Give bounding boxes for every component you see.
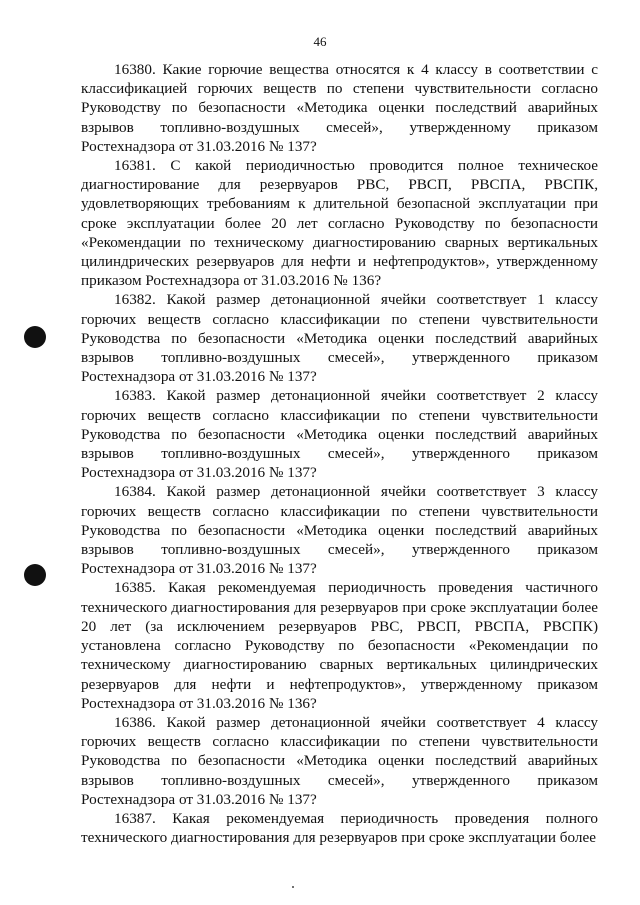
question-16387: 16387. Какая рекомендуемая периодичность проведения полного технического диагностирования для резервуаров при сроке эксплуатации более (81, 809, 598, 847)
question-16382: 16382. Какой размер детонационной ячейки соответствует 1 классу горючих веществ согласно классификации по степени чувствительности Руководства по безопасности «Методика оценки последствий аварийных взрывов топливно-воздушных смесей», утвержденного приказом Ростехнадзора от 31.03.2016 № 137? (81, 291, 598, 386)
punch-hole (24, 564, 46, 586)
question-16386: 16386. Какой размер детонационной ячейки соответствует 4 классу горючих веществ согласно классификации по степени чувствительности Руководства по безопасности «Методика оценки последствий аварийных взрывов топливно-воздушных смесей», утвержденного приказом Ростехнадзора от 31.03.2016 № 137? (81, 713, 598, 808)
question-16381: 16381. С какой периодичностью проводится полное техническое диагностирование для резервуаров РВС, РВСП, РВСПА, РВСПК, удовлетворяющих требованиям к длительной безопасной эксплуатации при сроке эксплуатации более 20 лет согласно Руководству по безопасности «Рекомендации по техническому диагностированию сварных вертикальных цилиндрических резервуаров для нефти и нефтепродуктов», утвержденному приказом Ростехнадзора от 31.03.2016 № 136? (81, 157, 598, 290)
question-16383: 16383. Какой размер детонационной ячейки соответствует 2 классу горючих веществ согласно классификации по степени чувствительности Руководства по безопасности «Методика оценки последствий аварийных взрывов топливно-воздушных смесей», утвержденного приказом Ростехнадзора от 31.03.2016 № 137? (81, 387, 598, 482)
question-16384: 16384. Какой размер детонационной ячейки соответствует 3 классу горючих веществ согласно классификации по степени чувствительности Руководства по безопасности «Методика оценки последствий аварийных взрывов топливно-воздушных смесей», утвержденного приказом Ростехнадзора от 31.03.2016 № 137? (81, 483, 598, 578)
page-number: 46 (313, 34, 327, 49)
punch-hole (24, 326, 46, 348)
question-16385: 16385. Какая рекомендуемая периодичность проведения частичного технического диагностирования для резервуаров при сроке эксплуатации более 20 лет (за исключением резервуаров РВС, РВСП, РВСПА, РВСПК) установлена согласно Руководству по безопасности «Рекомендации по техническому диагностированию сварных вертикальных цилиндрических резервуаров для нефти и нефтепродуктов», утвержденному приказом Ростехнадзора от 31.03.2016 № 136? (81, 579, 598, 712)
scan-speck (292, 886, 294, 888)
question-16380: 16380. Какие горючие вещества относятся к 4 классу в соответствии с классификацией горючих веществ по степени чувствительности согласно Руководству по безопасности «Методика оценки последствий аварийных взрывов топливно-воздушных смесей», утвержденному приказом Ростехнадзора от 31.03.2016 № 137? (81, 61, 598, 155)
document-body (81, 60, 598, 847)
